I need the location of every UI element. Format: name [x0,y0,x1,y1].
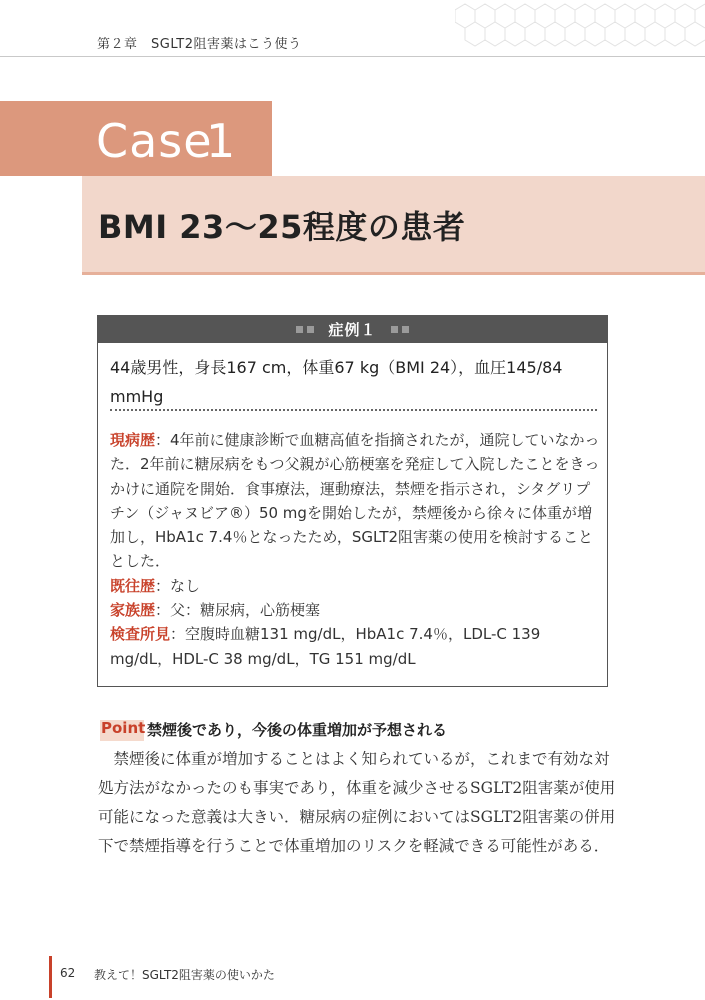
chapter-title: 第２章 SGLT2阻害薬はこう使う [97,37,302,52]
square-decoration-icon [294,326,316,333]
page-number: 62 [60,966,76,980]
family-history-label: 家族歴 [110,601,156,620]
case-title: BMI 23～25程度の患者 [98,208,466,246]
case-heading: 症例１ [328,320,377,339]
case-box-heading-row [97,315,608,343]
family-history [110,598,600,622]
past-history-label: 既往歴 [110,576,156,595]
case-number: 1 [206,114,236,168]
lab-findings-text: ：空腹時血糖131 mg/dL，HbA1c 7.4％，LDL-C 139 mg/dL，HDL-C 38 mg/dL，TG 151 mg/dL [110,625,541,668]
case-label: Case [96,114,213,168]
point-body [98,745,618,861]
past-history-text: ：なし [155,576,201,595]
patient-info: 44歳男性，身長167 cm，体重67 kg（BMI 24），血圧145/84 mmHg [110,358,563,406]
lab-findings-label: 検査所見 [110,625,171,644]
family-history-text: ：父：糖尿病，心筋梗塞 [155,601,321,620]
header-rule [0,56,705,57]
point-heading: 禁煙後であり，今後の体重増加が予想される [147,721,448,739]
point-paragraph: 禁煙後に体重が増加することはよく知られているが，これまで有効な対処方法がなかったのも事実であり，体重を減少させるSGLT2阻害薬が使用可能になった意義は大きい．糖尿病の症例においてはSGLT2阻害薬の併用下で禁煙指導を行うことで体重増加のリスクを軽減できる可能性がある． [98,750,616,855]
dotted-divider [110,409,597,411]
footer-accent-bar [49,956,52,998]
present-history-text: ：4年前に健康診断で血糖高値を指摘されたが，通院していなかった．2年前に糖尿病をもつ父親が心筋梗塞を発症して入院したことをきっかけに通院を開始．食事療法，運動療法，禁煙を指示され，シタグリプチン（ジャヌビア®）50 mgを開始したが，禁煙後から徐々に体重が増加し，HbA1c 7.4％となったため，SGLT2阻害薬の使用を検討することとした． [110,431,600,571]
square-decoration-icon [389,326,411,333]
present-history-label: 現病歴 [110,431,156,449]
hexagon-pattern-decoration [455,0,705,60]
past-history [110,574,600,598]
lab-findings [110,622,600,671]
book-title: 教えて！SGLT2阻害薬の使いかた [94,968,275,982]
point-badge: Point [101,719,146,737]
present-history [110,428,600,574]
case-history [110,428,600,671]
